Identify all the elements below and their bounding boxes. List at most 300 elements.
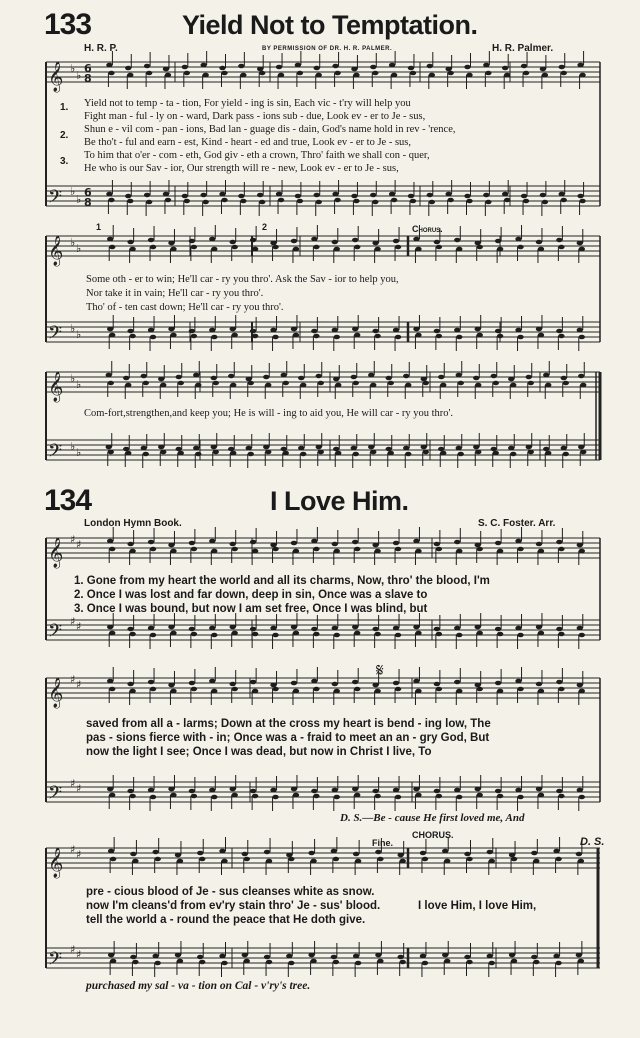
note-head <box>250 627 256 632</box>
note-head <box>314 66 320 71</box>
note-head <box>502 66 508 71</box>
hymn-134-composer: S. C. Foster. Arr. <box>478 518 556 529</box>
volta-2: 2 <box>262 222 268 232</box>
note-head <box>578 959 584 964</box>
lyric-134-s2b: pas - sions fierce with - in; Once was a - fraid to meet an an - gry God, But <box>86 732 490 744</box>
note-head <box>526 375 532 380</box>
note-head <box>475 683 481 688</box>
note-head <box>242 953 248 958</box>
note-head <box>353 73 359 78</box>
note-head <box>252 334 258 339</box>
note-head <box>109 333 115 338</box>
note-head <box>259 200 265 205</box>
note-head <box>291 239 297 244</box>
svg-text:♭: ♭ <box>70 62 76 75</box>
note-head <box>230 383 236 388</box>
note-head <box>538 549 544 554</box>
note-head <box>393 239 399 244</box>
note-head <box>308 851 314 856</box>
note-head <box>354 687 360 692</box>
ds-mark: D. S. <box>580 836 605 848</box>
note-head <box>316 374 322 379</box>
note-head <box>107 625 113 630</box>
note-head <box>442 953 448 958</box>
svg-text:6: 6 <box>84 62 92 75</box>
note-head <box>152 850 158 855</box>
note-head <box>538 631 544 636</box>
note-head <box>170 631 176 636</box>
lyric-133-v1a: Yield not to temp - ta - tion, For yield - ing is sin, Each vic - t'ry will help you <box>84 98 411 109</box>
note-head <box>368 373 374 378</box>
note-head <box>221 859 227 864</box>
note-head <box>165 73 171 78</box>
lyric-134-s3b: now I'm cleans'd from ev'ry stain thro' Je - sus' blood. <box>86 900 381 912</box>
note-head <box>144 64 150 69</box>
note-head <box>473 376 479 381</box>
note-head <box>281 447 287 452</box>
note-head <box>353 199 359 204</box>
note-head <box>561 198 567 203</box>
note-head <box>129 689 135 694</box>
note-head <box>456 247 462 252</box>
note-head <box>477 333 483 338</box>
note-head <box>316 73 322 78</box>
note-head <box>308 953 314 958</box>
note-head <box>540 193 546 198</box>
note-head <box>427 64 433 69</box>
note-head <box>189 789 195 794</box>
svg-text:♯: ♯ <box>70 615 76 628</box>
note-head <box>211 247 217 252</box>
note-head <box>493 381 499 386</box>
note-head <box>393 541 399 546</box>
note-head <box>146 200 152 205</box>
note-head <box>250 680 256 685</box>
note-head <box>521 64 527 69</box>
note-head <box>556 680 562 685</box>
note-head <box>577 543 583 548</box>
note-head <box>517 335 523 340</box>
note-head <box>434 329 440 334</box>
note-head <box>413 237 419 242</box>
note-head <box>148 238 154 243</box>
note-head <box>333 377 339 382</box>
note-head <box>109 631 115 636</box>
note-head <box>485 200 491 205</box>
note-head <box>295 194 301 199</box>
note-head <box>150 633 156 638</box>
note-head <box>374 334 380 339</box>
note-head <box>495 541 501 546</box>
note-head <box>456 549 462 554</box>
note-head <box>107 787 113 792</box>
note-head <box>123 376 129 381</box>
note-head <box>148 328 154 333</box>
note-head <box>232 793 238 798</box>
note-head <box>454 680 460 685</box>
note-head <box>246 446 252 451</box>
note-head <box>170 549 176 554</box>
note-head <box>511 959 517 964</box>
svg-text:8: 8 <box>84 196 92 209</box>
note-head <box>265 450 271 455</box>
note-head <box>353 452 359 457</box>
svg-text:♭: ♭ <box>70 372 76 385</box>
note-head <box>278 198 284 203</box>
note-head <box>491 374 497 379</box>
note-head <box>510 452 516 457</box>
note-head <box>434 789 440 794</box>
lyric-133-v3a: To him that o'er - com - eth, God giv - eth a crown, Thro' faith we shall con - quer, <box>84 150 430 161</box>
note-head <box>152 954 158 959</box>
note-head <box>270 683 276 688</box>
note-head <box>240 73 246 78</box>
note-head <box>493 451 499 456</box>
note-head <box>536 787 542 792</box>
note-head <box>129 247 135 252</box>
note-head <box>561 446 567 451</box>
note-head <box>283 451 289 456</box>
note-head <box>202 200 208 205</box>
svg-text:♯: ♯ <box>70 533 76 546</box>
note-head <box>351 375 357 380</box>
note-head <box>125 194 131 199</box>
note-head <box>545 451 551 456</box>
note-head <box>556 329 562 334</box>
note-head <box>495 627 501 632</box>
note-head <box>497 334 503 339</box>
note-head <box>354 333 360 338</box>
note-head <box>300 383 306 388</box>
chorus-label-133: Chorus. <box>412 224 443 234</box>
note-head <box>334 71 340 76</box>
note-head <box>436 334 442 339</box>
note-head <box>579 689 585 694</box>
note-head <box>318 450 324 455</box>
note-head <box>553 849 559 854</box>
note-head <box>372 71 378 76</box>
note-head <box>475 450 481 455</box>
note-head <box>238 194 244 199</box>
note-head <box>464 852 470 857</box>
note-head <box>252 632 258 637</box>
note-head <box>163 192 169 197</box>
note-head <box>160 383 166 388</box>
note-head <box>372 543 378 548</box>
note-head <box>209 328 215 333</box>
note-head <box>109 547 115 552</box>
svg-text:𝄞: 𝄞 <box>48 848 64 878</box>
note-head <box>127 73 133 78</box>
note-head <box>286 853 292 858</box>
note-head <box>333 960 339 965</box>
note-head <box>141 374 147 379</box>
note-head <box>230 682 236 687</box>
note-head <box>456 795 462 800</box>
note-head <box>334 198 340 203</box>
note-head <box>334 335 340 340</box>
note-head <box>395 795 401 800</box>
note-head <box>313 687 319 692</box>
note-head <box>438 447 444 452</box>
note-head <box>370 450 376 455</box>
note-head <box>334 633 340 638</box>
note-head <box>107 679 113 684</box>
note-head <box>420 954 426 959</box>
note-head <box>413 625 419 630</box>
note-head <box>130 852 136 857</box>
note-head <box>374 632 380 637</box>
note-head <box>403 374 409 379</box>
note-head <box>130 955 136 960</box>
ds-line: D. S.—Be - cause He first loved me, And <box>340 812 525 824</box>
note-head <box>257 193 263 198</box>
note-head <box>531 955 537 960</box>
note-head <box>221 198 227 203</box>
note-head <box>368 445 374 450</box>
note-head <box>132 859 138 864</box>
note-head <box>331 955 337 960</box>
note-head <box>313 547 319 552</box>
note-head <box>219 954 225 959</box>
note-head <box>456 689 462 694</box>
note-head <box>497 632 503 637</box>
note-head <box>497 689 503 694</box>
note-head <box>517 633 523 638</box>
note-head <box>150 245 156 250</box>
note-head <box>106 63 112 68</box>
note-head <box>395 245 401 250</box>
note-head <box>578 445 584 450</box>
note-head <box>107 237 113 242</box>
note-head <box>286 954 292 959</box>
note-head <box>354 547 360 552</box>
note-head <box>108 450 114 455</box>
lyric-134-s2c: now the light I see; Once I was dead, but now in Christ I live, To <box>86 746 432 758</box>
note-head <box>191 794 197 799</box>
note-head <box>197 851 203 856</box>
note-head <box>543 447 549 452</box>
note-head <box>232 333 238 338</box>
note-head <box>244 857 250 862</box>
note-head <box>475 241 481 246</box>
note-head <box>436 547 442 552</box>
note-head <box>230 625 236 630</box>
note-head <box>240 199 246 204</box>
note-head <box>276 65 282 70</box>
note-head <box>276 192 282 197</box>
svg-text:6: 6 <box>84 186 92 199</box>
note-head <box>252 794 258 799</box>
note-head <box>313 794 319 799</box>
note-head <box>559 65 565 70</box>
note-head <box>475 383 481 388</box>
chorus-words: I love Him, I love Him, <box>418 900 537 912</box>
note-head <box>353 954 359 959</box>
note-head <box>127 789 133 794</box>
note-head <box>375 953 381 958</box>
note-head <box>538 689 544 694</box>
note-head <box>129 334 135 339</box>
note-head <box>129 632 135 637</box>
note-head <box>334 689 340 694</box>
svg-text:♭: ♭ <box>76 242 82 255</box>
note-head <box>466 73 472 78</box>
note-head <box>372 200 378 205</box>
note-head <box>209 626 215 631</box>
note-head <box>515 679 521 684</box>
note-head <box>558 632 564 637</box>
note-head <box>489 859 495 864</box>
note-head <box>154 961 160 966</box>
note-head <box>355 961 361 966</box>
note-head <box>211 376 217 381</box>
note-head <box>291 625 297 630</box>
note-head <box>193 373 199 378</box>
hymn-134-source: London Hymn Book. <box>84 518 182 529</box>
note-head <box>295 63 301 68</box>
note-head <box>209 539 215 544</box>
note-head <box>106 373 112 378</box>
note-head <box>191 632 197 637</box>
note-head <box>219 849 225 854</box>
note-head <box>199 960 205 965</box>
note-head <box>335 383 341 388</box>
note-head <box>193 446 199 451</box>
svg-text:𝄞: 𝄞 <box>48 236 64 266</box>
note-head <box>370 383 376 388</box>
note-head <box>351 446 357 451</box>
note-head <box>576 953 582 958</box>
note-head <box>405 383 411 388</box>
note-head <box>508 446 514 451</box>
svg-text:𝄢: 𝄢 <box>48 949 63 974</box>
note-head <box>475 327 481 332</box>
note-head <box>495 239 501 244</box>
note-head <box>221 71 227 76</box>
note-head <box>199 857 205 862</box>
note-head <box>420 851 426 856</box>
note-head <box>466 199 472 204</box>
note-head <box>579 795 585 800</box>
volta-1: 1 <box>96 222 102 232</box>
note-head <box>515 539 521 544</box>
note-head <box>578 859 584 864</box>
note-head <box>200 63 206 68</box>
note-head <box>109 793 115 798</box>
note-head <box>389 63 395 68</box>
note-head <box>148 540 154 545</box>
note-head <box>270 543 276 548</box>
note-head <box>580 383 586 388</box>
note-head <box>423 381 429 386</box>
note-head <box>291 787 297 792</box>
note-head <box>143 381 149 386</box>
note-head <box>421 377 427 382</box>
note-head <box>456 446 462 451</box>
note-head <box>232 631 238 636</box>
note-head <box>351 67 357 72</box>
note-head <box>272 547 278 552</box>
note-head <box>293 549 299 554</box>
verse-number-1: 1. <box>60 102 69 113</box>
note-head <box>177 859 183 864</box>
note-head <box>127 240 133 245</box>
note-head <box>563 381 569 386</box>
note-head <box>515 237 521 242</box>
note-head <box>334 549 340 554</box>
svg-text:𝄢: 𝄢 <box>48 783 63 808</box>
svg-text:♭: ♭ <box>70 236 76 249</box>
note-head <box>259 71 265 76</box>
note-head <box>232 245 238 250</box>
note-head <box>521 194 527 199</box>
svg-text:♯: ♯ <box>76 620 82 633</box>
note-head <box>466 857 472 862</box>
note-head <box>291 327 297 332</box>
svg-text:8: 8 <box>84 72 92 85</box>
note-head <box>150 547 156 552</box>
note-head <box>397 853 403 858</box>
note-head <box>372 627 378 632</box>
note-head <box>291 541 297 546</box>
note-head <box>502 192 508 197</box>
lyric-133-v2b: Be tho't - ful and earn - est, Kind - heart - ed and true, Look ev - er to Je - sus, <box>84 137 411 148</box>
note-head <box>352 327 358 332</box>
note-head <box>219 192 225 197</box>
note-head <box>127 329 133 334</box>
note-head <box>200 193 206 198</box>
svg-text:♯: ♯ <box>76 538 82 551</box>
note-head <box>509 953 515 958</box>
note-head <box>511 857 517 862</box>
note-head <box>415 631 421 636</box>
note-head <box>509 853 515 858</box>
note-head <box>221 961 227 966</box>
note-head <box>577 194 583 199</box>
note-head <box>528 381 534 386</box>
note-head <box>393 626 399 631</box>
note-head <box>238 64 244 69</box>
note-head <box>447 71 453 76</box>
note-head <box>495 789 501 794</box>
note-head <box>197 955 203 960</box>
note-head <box>523 71 529 76</box>
note-head <box>107 327 113 332</box>
note-head <box>144 193 150 198</box>
note-head <box>536 682 542 687</box>
note-head <box>555 857 561 862</box>
note-head <box>182 194 188 199</box>
note-head <box>558 334 564 339</box>
note-head <box>386 447 392 452</box>
note-head <box>310 959 316 964</box>
chorus-label-134: CHORUS. <box>412 830 454 840</box>
note-head <box>372 789 378 794</box>
note-head <box>464 65 470 70</box>
note-head <box>504 198 510 203</box>
note-head <box>561 71 567 76</box>
note-head <box>107 539 113 544</box>
note-head <box>464 194 470 199</box>
note-head <box>109 245 115 250</box>
note-head <box>248 381 254 386</box>
svg-text:𝄢: 𝄢 <box>48 187 63 212</box>
note-head <box>393 788 399 793</box>
note-head <box>189 627 195 632</box>
note-head <box>168 327 174 332</box>
note-head <box>538 247 544 252</box>
